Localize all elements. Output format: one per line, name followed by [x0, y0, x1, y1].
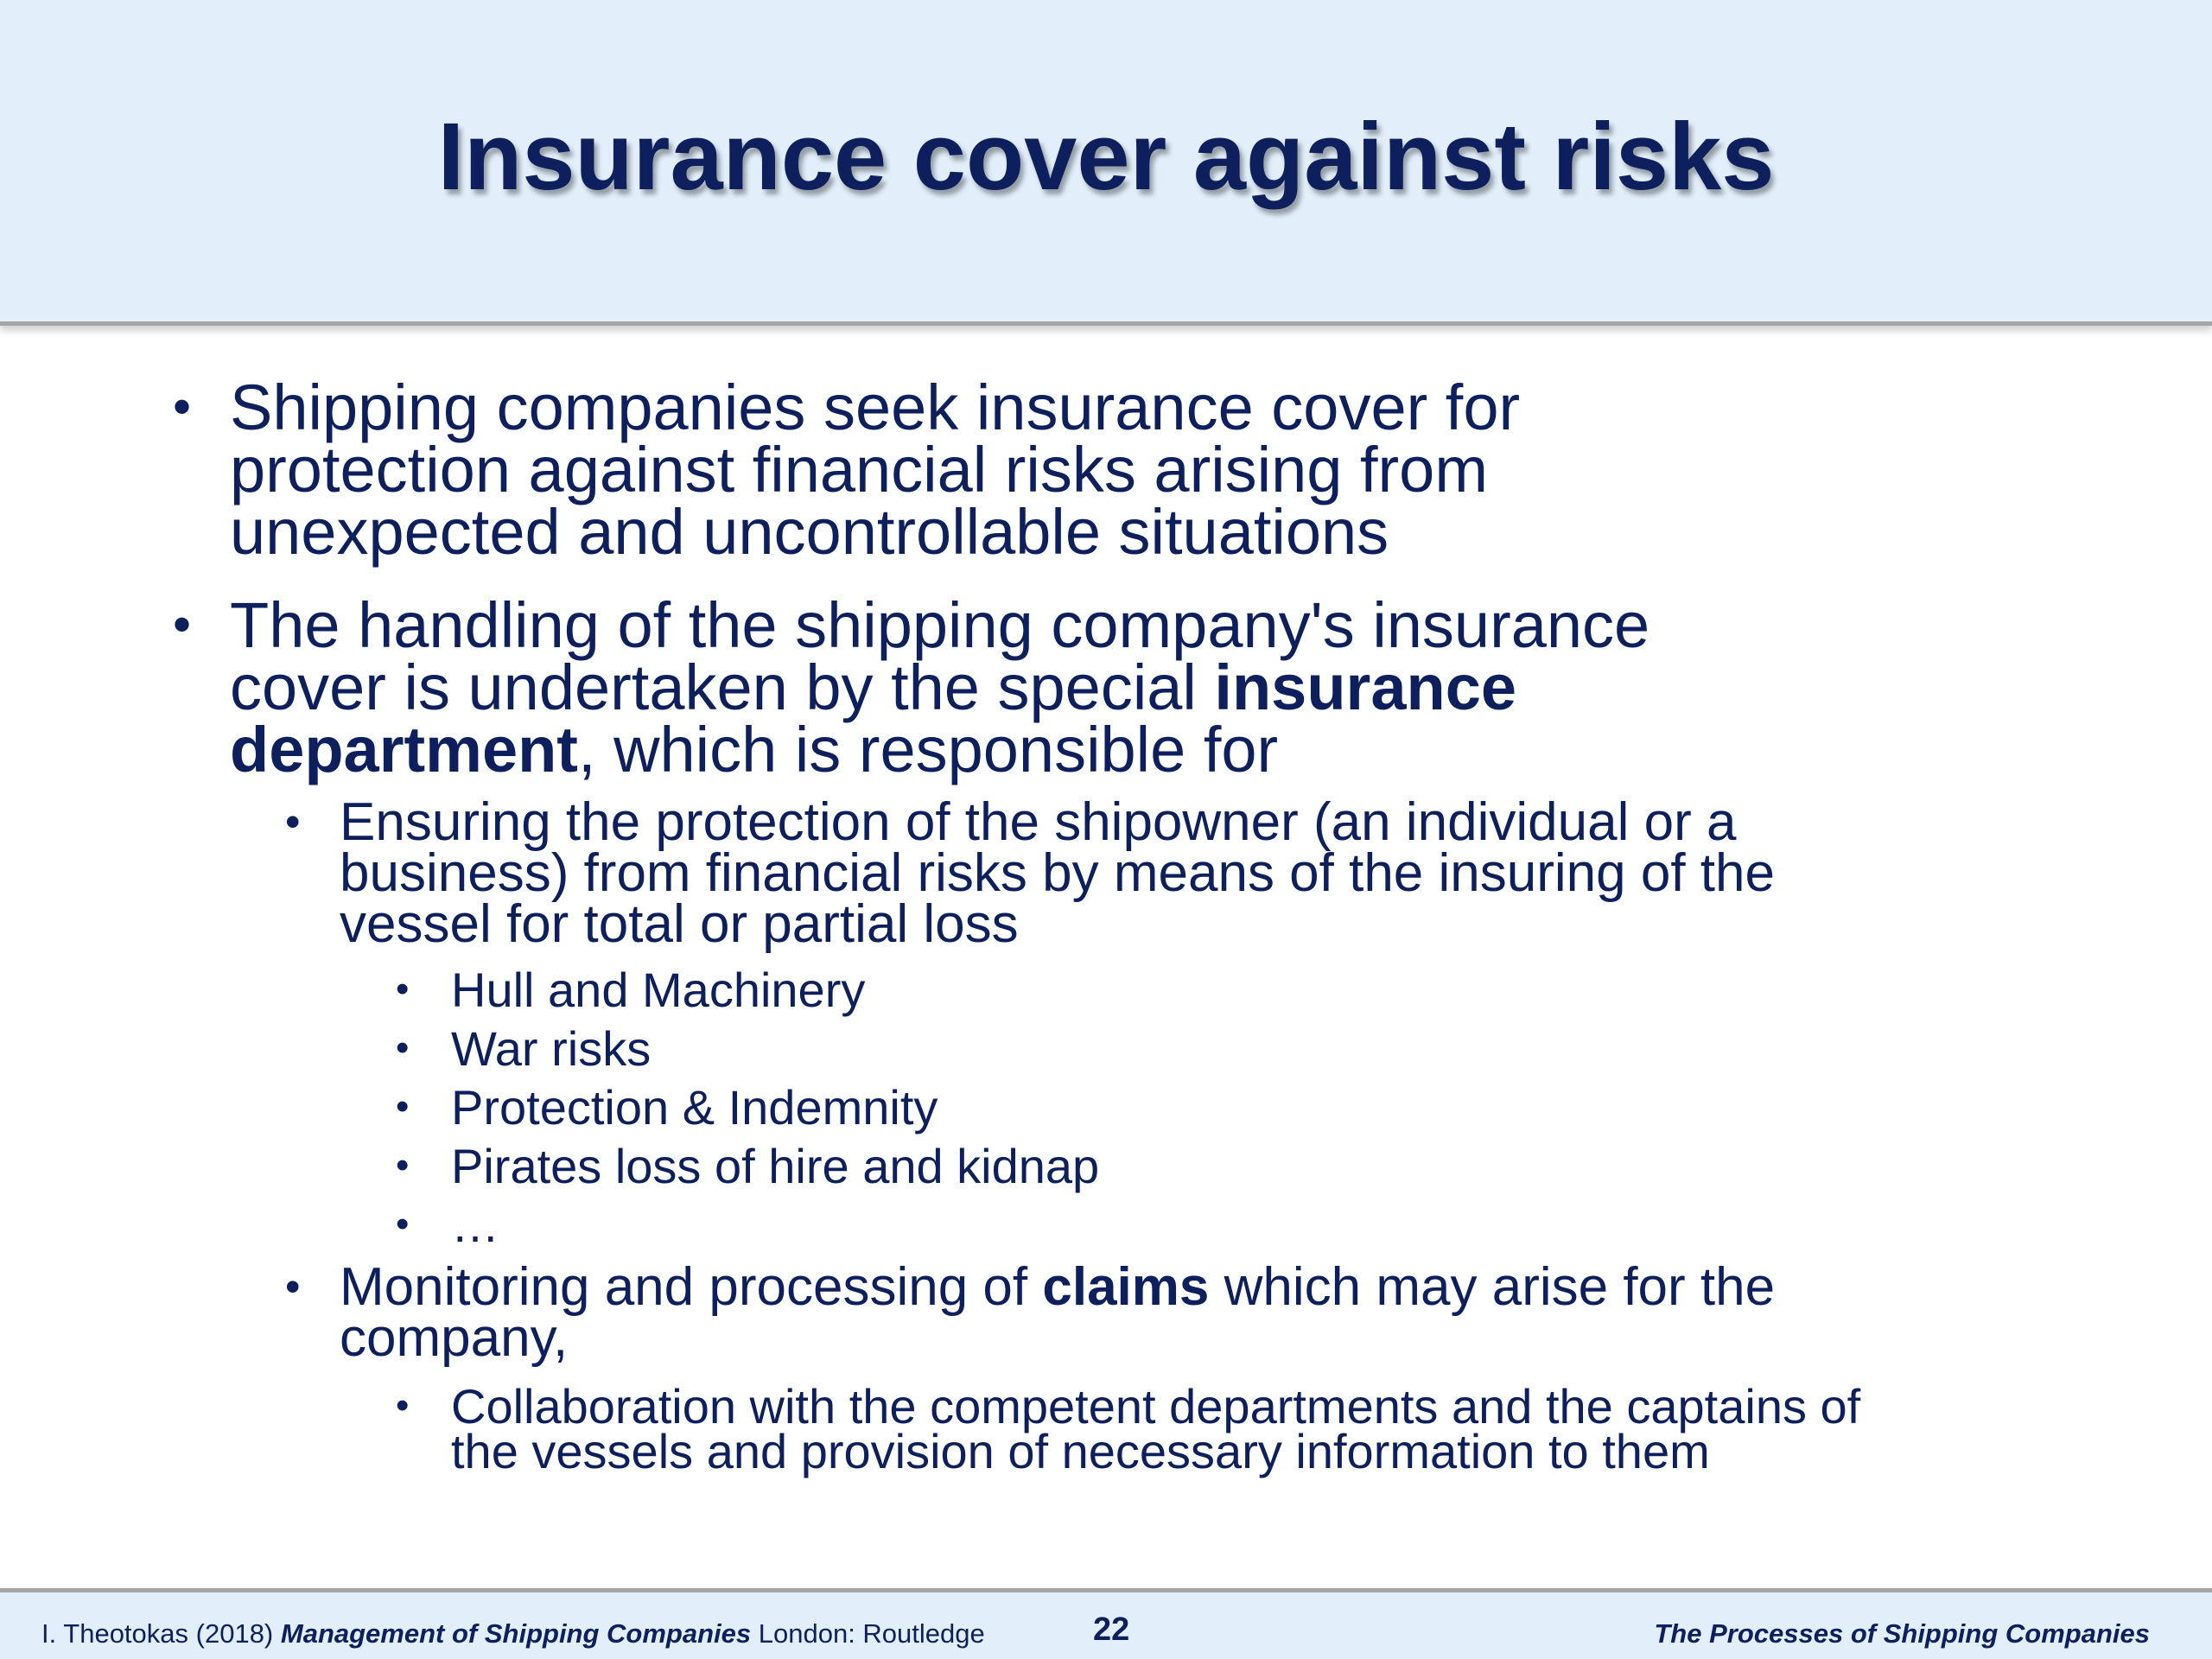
- bullet-1-line-2: protection against financial risks arising from: [230, 434, 1488, 505]
- bullet-glyph: •: [396, 1384, 410, 1427]
- list-item-ellipsis: …: [451, 1198, 499, 1252]
- page-number: 22: [1093, 1611, 1130, 1648]
- bullet-2-line-3-text: , which is responsible for: [577, 714, 1279, 785]
- collaboration-line-1: Collaboration with the competent departments and the captains of: [451, 1379, 1861, 1433]
- sub-bullet-2-line-2: company,: [340, 1308, 569, 1368]
- bullet-2-line-3: [230, 714, 1649, 785]
- collaboration-line-2: the vessels and provision of necessary information to them: [451, 1424, 1710, 1478]
- bullet-glyph: •: [173, 595, 192, 653]
- citation-title: Management of Shipping Companies: [280, 1618, 752, 1649]
- list-item-protection-indemnity: Protection & Indemnity: [451, 1080, 938, 1135]
- bullet-glyph: •: [396, 968, 410, 1010]
- bullet-item-1: [230, 372, 1521, 568]
- bullet-item-2: [230, 589, 1650, 785]
- bullet-glyph: •: [396, 1203, 410, 1245]
- list-item-hull-machinery: Hull and Machinery: [451, 963, 866, 1017]
- citation-author: I. Theotokas (2018): [41, 1618, 281, 1649]
- sub-bullet-2-text-b: which may arise for the: [1209, 1257, 1776, 1317]
- bullet-2-line-2-text: cover is undertaken by the special: [230, 652, 1215, 723]
- sub-bullet-2-line-1: [340, 1257, 1776, 1317]
- sub-bullet-1: [340, 792, 1775, 954]
- citation-publisher: London: Routledge: [751, 1618, 985, 1649]
- bullet-glyph: •: [285, 1262, 301, 1311]
- bullet-2-line-2: [230, 652, 1649, 723]
- sub-bullet-1-line-2: business) from financial risks by means of the insuring of the: [340, 843, 1775, 903]
- sub-bullet-1-line-3: vessel for total or partial loss: [340, 894, 1019, 954]
- bullet-glyph: •: [285, 798, 301, 846]
- sub-bullet-1-line-1: Ensuring the protection of the shipowner (an individual or a: [340, 792, 1737, 852]
- bullet-glyph: •: [396, 1085, 410, 1128]
- bullet-1-line-3: unexpected and uncontrollable situations: [230, 496, 1389, 568]
- bullet-glyph: •: [173, 378, 192, 435]
- footer-citation: [41, 1617, 985, 1651]
- bullet-glyph: •: [396, 1144, 410, 1186]
- footer-section-title: The Processes of Shipping Companies: [1654, 1618, 2150, 1649]
- bullet-1-line-1: Shipping companies seek insurance cover for: [230, 372, 1521, 443]
- bullet-2-bold-insurance: insurance: [1214, 652, 1517, 723]
- bullet-glyph: •: [396, 1027, 410, 1069]
- list-item-collaboration: [451, 1379, 1861, 1478]
- bullet-2-bold-department: department: [230, 714, 578, 785]
- sub-bullet-2-text-a: Monitoring and processing of: [340, 1257, 1043, 1317]
- sub-bullet-2-bold-claims: claims: [1042, 1257, 1210, 1317]
- list-item-war-risks: War risks: [451, 1021, 652, 1076]
- bullet-2-line-1: The handling of the shipping company's insurance: [230, 589, 1650, 661]
- footer: [0, 1588, 2212, 1659]
- slide-title: Insurance cover against risks: [437, 104, 1775, 210]
- list-item-pirates: Pirates loss of hire and kidnap: [451, 1139, 1100, 1193]
- sub-bullet-2: [340, 1257, 1776, 1368]
